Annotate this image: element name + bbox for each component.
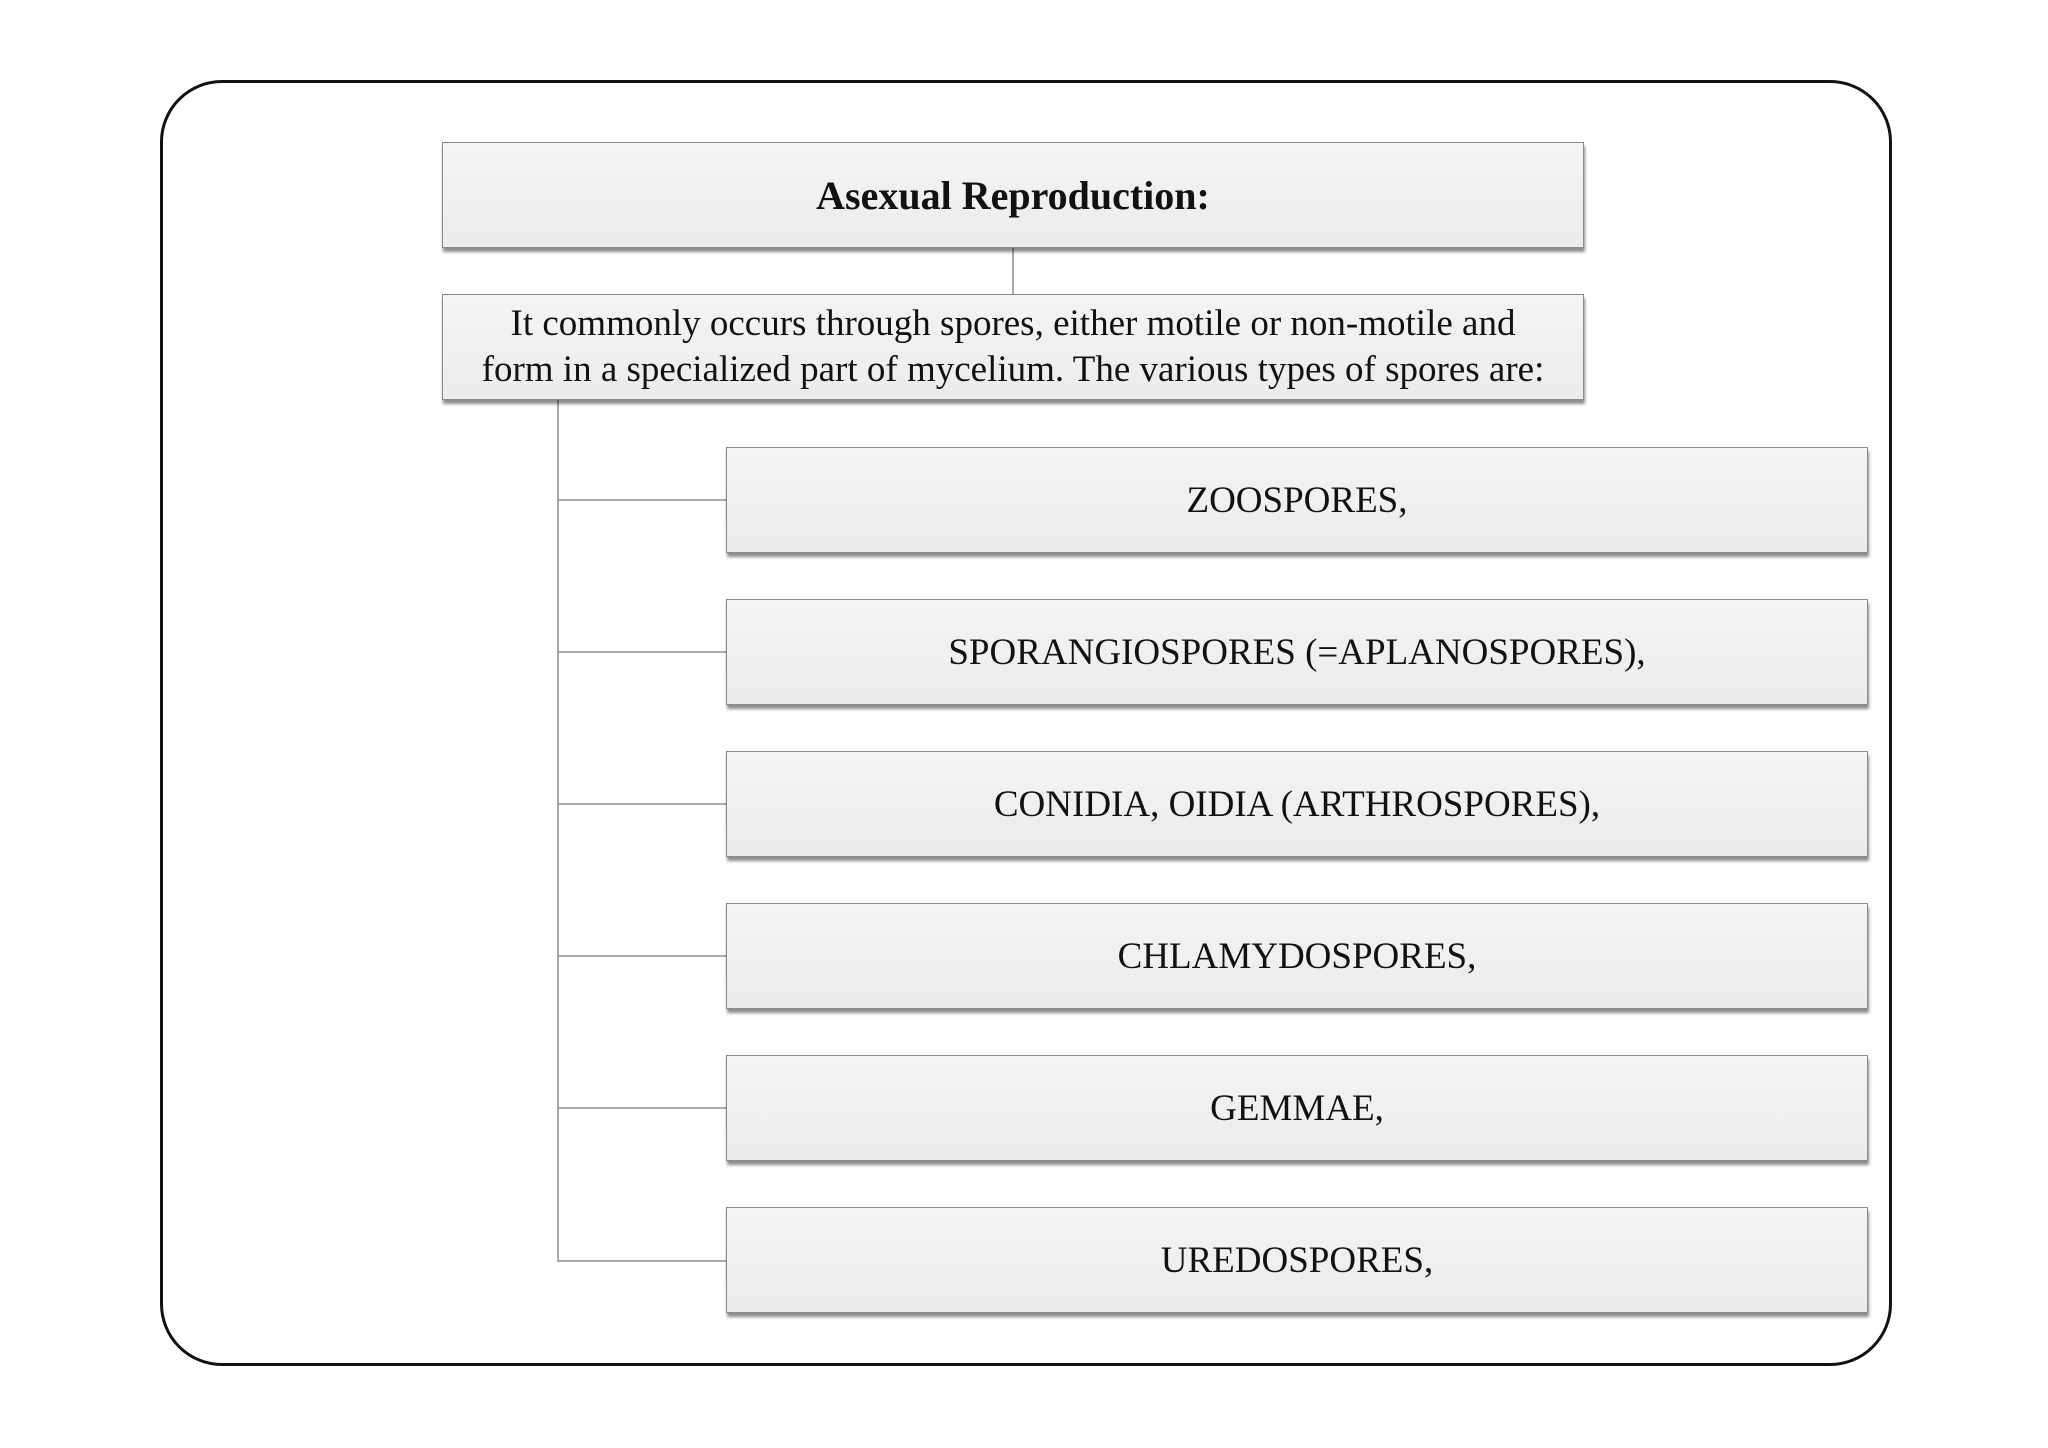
spore-node-label: CONIDIA, OIDIA (ARTHROSPORES), xyxy=(993,783,1601,825)
connector-root-description xyxy=(1012,248,1014,294)
spore-node-label: SPORANGIOSPORES (=APLANOSPORES), xyxy=(948,631,1646,673)
slide-frame xyxy=(160,80,1892,1366)
connector-branch xyxy=(557,499,726,501)
root-node xyxy=(442,142,1584,248)
spore-node-chlamydospores xyxy=(726,903,1868,1009)
description-line-1: It commonly occurs through spores, either motile or non-motile and xyxy=(510,303,1516,344)
description-line-2: form in a specialized part of mycelium. The various types of spores are: xyxy=(481,349,1545,390)
root-node-label: Asexual Reproduction: xyxy=(816,172,1210,218)
spore-node-label: GEMMAE, xyxy=(1210,1087,1384,1129)
spore-node-sporangiospores xyxy=(726,599,1868,705)
spore-node-uredospores xyxy=(726,1207,1868,1313)
connector-trunk xyxy=(557,400,559,1262)
connector-branch xyxy=(557,651,726,653)
connector-branch xyxy=(557,1107,726,1109)
spore-node-label: CHLAMYDOSPORES, xyxy=(1117,935,1477,977)
spore-node-label: ZOOSPORES, xyxy=(1186,479,1408,521)
spore-node-zoospores xyxy=(726,447,1868,553)
spore-node-label: UREDOSPORES, xyxy=(1160,1239,1434,1281)
description-node xyxy=(442,294,1584,400)
description-text xyxy=(482,301,1545,393)
connector-branch xyxy=(557,803,726,805)
connector-branch xyxy=(557,955,726,957)
connector-branch xyxy=(557,1260,726,1262)
spore-node-conidia xyxy=(726,751,1868,857)
spore-node-gemmae xyxy=(726,1055,1868,1161)
